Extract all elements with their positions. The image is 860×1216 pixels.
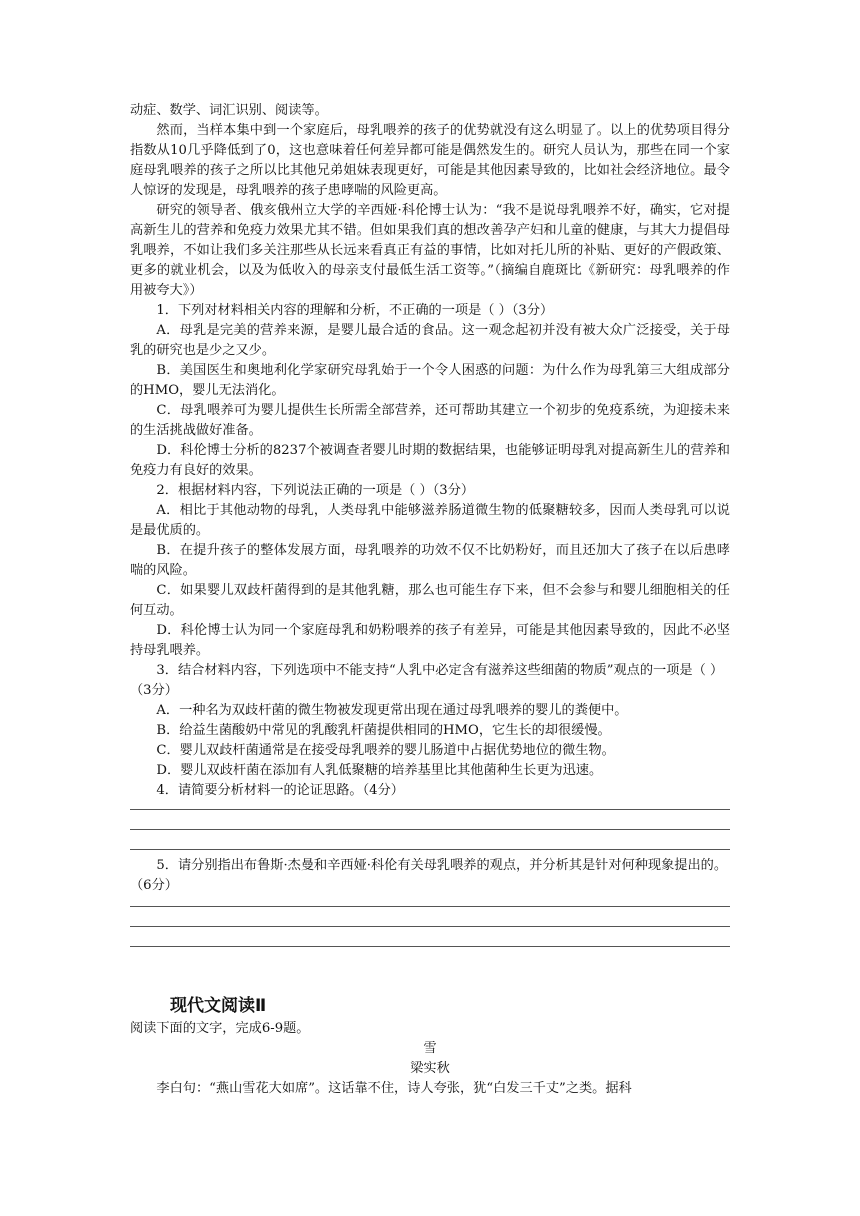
- answer-line: [130, 926, 730, 927]
- passage-paragraph-1: 然而，当样本集中到一个家庭后，母乳喂养的孩子的优势就没有这么明显了。以上的优势项目得分指数从10几乎降低到了0，这也意味着任何差异都可能是偶然发生的。研究人员认为，那些在同一个家庭母乳喂养的孩子之所以比其他兄弟姐妹表现更好，可能是其他因素导致的，比如社会经济地位。最令人惊讶的发现是，母乳喂养的孩子患哮喘的风险更高。: [130, 123, 730, 198]
- essay-author: 梁实秋: [410, 1061, 450, 1076]
- essay-paragraph-1: 李白句：“燕山雪花大如席”。这话靠不住，诗人夸张，犹“白发三千丈”之类。据科: [156, 1081, 632, 1096]
- question-1-option-c: C．母乳喂养可为婴儿提供生长所需全部营养，还可帮助其建立一个初步的免疫系统，为迎接未来的生活挑战做好准备。: [130, 403, 730, 438]
- question-3-option-d: D．婴儿双歧杆菌在添加有人乳低聚糖的培养基里比其他菌种生长更为迅速。: [156, 763, 603, 778]
- passage-paragraph-2: 研究的领导者、俄亥俄州立大学的辛西娅·科伦博士认为：“我不是说母乳喂养不好，确实，它对提高新生儿的营养和免疫力效果尤其不错。但如果我们真的想改善孕产妇和儿童的健康，与其大力提倡母乳喂养，不如让我们多关注那些从长远来看真正有益的事情，比如对托儿所的补贴、更好的产假政策、更多的就业机会，以及为低收入的母亲支付最低生活工资等。”（摘编自鹿斑比《新研究：母乳喂养的作用被夸大》）: [130, 203, 730, 298]
- question-4-answer-area[interactable]: [130, 801, 730, 850]
- question-1-stem: 1．下列对材料相关内容的理解和分析，不正确的一项是（ ）（3分）: [156, 303, 554, 318]
- question-1: [130, 301, 730, 481]
- question-2-option-d: D．科伦博士认为同一个家庭母乳和奶粉喂养的孩子有差异，可能是其他因素导致的，因此不必坚持母乳喂养。: [130, 623, 730, 658]
- question-2-option-b: B．在提升孩子的整体发展方面，母乳喂养的功效不仅不比奶粉好，而且还加大了孩子在以后患哮喘的风险。: [130, 543, 730, 578]
- question-3-option-b: B．给益生菌酸奶中常见的乳酸乳杆菌提供相同的HMO，它生长的却很缓慢。: [156, 723, 611, 738]
- question-4-stem: 4．请简要分析材料一的论证思路。（4分）: [156, 783, 404, 798]
- answer-line: [130, 849, 730, 850]
- question-3: [130, 661, 730, 781]
- section-title: 现代文阅读Ⅱ: [170, 996, 267, 1016]
- answer-line: [130, 906, 730, 907]
- question-3-option-a: A．一种名为双歧杆菌的微生物被发现更常出现在通过母乳喂养的婴儿的粪便中。: [156, 703, 628, 718]
- question-2: [130, 481, 730, 661]
- question-5-stem: 5．请分别指出布鲁斯·杰曼和辛西娅·科伦有关母乳喂养的观点，并分析其是针对何种现象提出的。（6分）: [130, 858, 728, 893]
- question-3-stem: 3．结合材料内容，下列选项中不能支持“人乳中必定含有滋养这些细菌的物质”观点的一项是（ ）（3分）: [130, 663, 724, 698]
- question-4: [130, 781, 730, 850]
- question-5-answer-area[interactable]: [130, 896, 730, 947]
- answer-line: [130, 829, 730, 830]
- section-instruction: 阅读下面的文字，完成6-9题。: [130, 1021, 310, 1036]
- answer-line: [130, 946, 730, 947]
- question-2-stem: 2．根据材料内容，下列说法正确的一项是（ ）（3分）: [156, 483, 475, 498]
- answer-line: [130, 809, 730, 810]
- document-page: [130, 101, 730, 1099]
- question-1-option-d: D．科伦博士分析的8237个被调查者婴儿时期的数据结果，也能够证明母乳对提高新生儿的营养和免疫力有良好的效果。: [130, 443, 730, 478]
- passage-paragraph-0: 动症、数学、词汇识别、阅读等。: [130, 103, 328, 118]
- question-2-option-c: C．如果婴儿双歧杆菌得到的是其他乳糖，那么也可能生存下来，但不会参与和婴儿细胞相关的任何互动。: [130, 583, 730, 618]
- question-3-option-c: C．婴儿双歧杆菌通常是在接受母乳喂养的婴儿肠道中占据优势地位的微生物。: [156, 743, 615, 758]
- question-1-option-a: A．母乳是完美的营养来源，是婴儿最合适的食品。这一观念起初并没有被大众广泛接受，关于母乳的研究也是少之又少。: [130, 323, 730, 358]
- question-1-option-b: B．美国医生和奥地利化学家研究母乳始于一个令人困惑的问题：为什么作为母乳第三大组成部分的HMO，婴儿无法消化。: [130, 363, 730, 398]
- essay-title: 雪: [423, 1041, 437, 1056]
- question-2-option-a: A．相比于其他动物的母乳，人类母乳中能够滋养肠道微生物的低聚糖较多，因而人类母乳可以说是最优质的。: [130, 503, 730, 538]
- question-5: [130, 856, 730, 947]
